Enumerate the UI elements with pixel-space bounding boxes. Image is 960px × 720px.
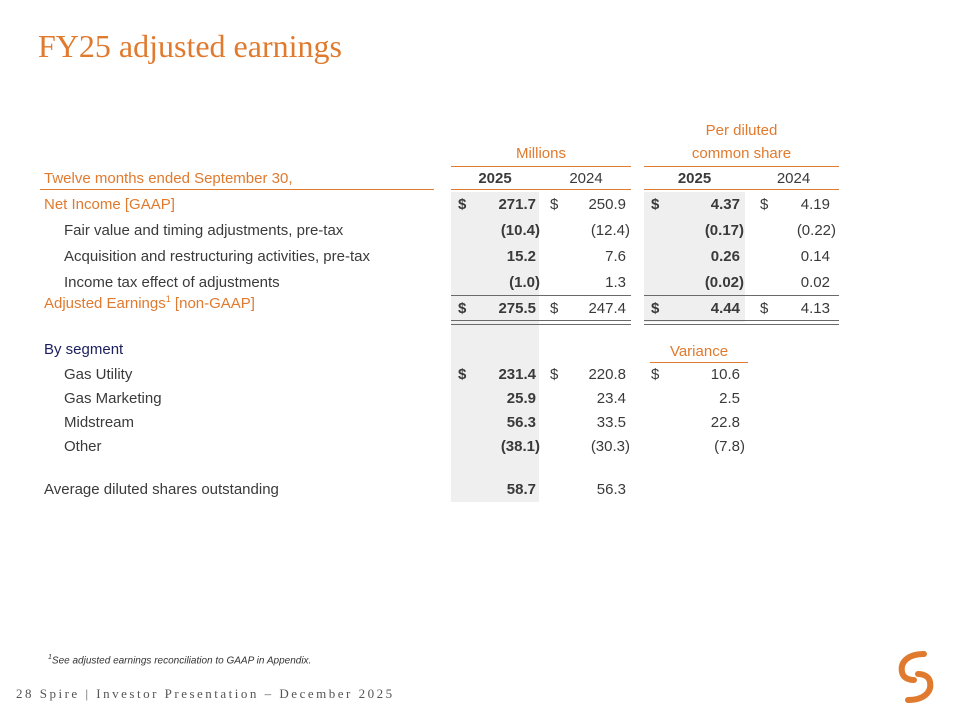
variance-underline	[650, 362, 748, 363]
currency-symbol: $	[651, 366, 660, 383]
currency-symbol: $	[550, 300, 559, 317]
currency-symbol: $	[760, 196, 769, 213]
footnote-text: See adjusted earnings reconciliation to GAAP in Appendix.	[51, 655, 312, 667]
net-income-2024: 250.9	[588, 196, 626, 213]
adjusted-earnings-suffix: [non-GAAP]	[170, 295, 255, 312]
gas-utility-variance: 10.6	[710, 366, 740, 383]
income-tax-per-share-2024: 0.02	[800, 274, 830, 291]
header-underline-per-share	[644, 189, 839, 190]
page-footer	[16, 686, 395, 702]
fair-value-per-share-2024: (0.22)	[796, 222, 836, 239]
gas-marketing-variance: 2.5	[719, 390, 740, 407]
net-income-per-share-2025: 4.37	[710, 196, 740, 213]
acquisition-per-share-2025: 0.26	[710, 248, 740, 265]
currency-symbol: $	[550, 366, 559, 383]
adjusted-earnings-per-share-2025: 4.44	[710, 300, 740, 317]
currency-symbol: $	[458, 196, 467, 213]
currency-symbol: $	[550, 196, 559, 213]
gas-utility-2024: 220.8	[588, 366, 626, 383]
fair-value-per-share-2025: (0.17)	[704, 222, 744, 239]
shares-label: Average diluted shares outstanding	[44, 481, 279, 498]
segment-label-gas-marketing: Gas Marketing	[64, 390, 162, 407]
row-label-income-tax: Income tax effect of adjustments	[64, 274, 280, 291]
acquisition-2025: 15.2	[506, 248, 536, 265]
footnote	[48, 654, 311, 666]
adjusted-earnings-label: Adjusted Earnings	[44, 295, 166, 312]
segment-label-gas-utility: Gas Utility	[64, 366, 133, 383]
currency-symbol: $	[651, 196, 660, 213]
segment-label-other: Other	[64, 438, 102, 455]
per-share-header-line1: Per diluted	[705, 122, 778, 139]
gas-utility-2025: 231.4	[498, 366, 536, 383]
footnote-marker: 1	[165, 294, 171, 304]
header-underline-label	[40, 189, 434, 190]
net-income-2025: 271.7	[498, 196, 536, 213]
row-label-net-income: Net Income [GAAP]	[44, 196, 175, 213]
row-label-adjusted-earnings	[44, 294, 255, 312]
acquisition-2024: 7.6	[605, 248, 626, 265]
adjusted-earnings-2024: 247.4	[588, 300, 626, 317]
total-double-line-per-share	[644, 320, 839, 325]
row-label-acquisition: Acquisition and restructuring activities, pre-tax	[64, 248, 370, 265]
currency-symbol: $	[760, 300, 769, 317]
header-underline-millions	[451, 189, 631, 190]
other-2024: (30.3)	[590, 438, 630, 455]
gas-marketing-2024: 23.4	[596, 390, 626, 407]
midstream-2025: 56.3	[506, 414, 536, 431]
acquisition-per-share-2024: 0.14	[800, 248, 830, 265]
spire-logo-icon	[894, 650, 938, 704]
income-tax-2025: (1.0)	[509, 274, 540, 291]
midstream-2024: 33.5	[596, 414, 626, 431]
row-label-fair-value: Fair value and timing adjustments, pre-tax	[64, 222, 344, 239]
page-number: 28	[16, 686, 34, 701]
fair-value-2025: (10.4)	[500, 222, 540, 239]
col-header-per-share-2025: 2025	[677, 170, 712, 187]
subtotal-line-millions	[451, 295, 631, 296]
millions-header: Millions	[515, 145, 566, 162]
per-share-header-line2: common share	[691, 145, 792, 162]
adjusted-earnings-2025: 275.5	[498, 300, 536, 317]
shares-2024: 56.3	[596, 481, 626, 498]
col-header-2024: 2024	[569, 170, 603, 187]
currency-symbol: $	[651, 300, 660, 317]
other-2025: (38.1)	[500, 438, 540, 455]
page-title: FY25 adjusted earnings	[38, 28, 342, 64]
shares-2025: 58.7	[506, 481, 536, 498]
gas-marketing-2025: 25.9	[506, 390, 536, 407]
subtotal-line-per-share	[644, 295, 839, 296]
col-header-per-share-2024: 2024	[776, 170, 811, 187]
segment-title: By segment	[44, 341, 124, 358]
other-variance: (7.8)	[714, 438, 745, 455]
currency-symbol: $	[458, 300, 467, 317]
income-tax-2024: 1.3	[605, 274, 626, 291]
income-tax-per-share-2025: (0.02)	[704, 274, 744, 291]
currency-symbol: $	[458, 366, 467, 383]
variance-header: Variance	[669, 343, 729, 360]
per-share-underline	[644, 166, 839, 167]
fair-value-2024: (12.4)	[590, 222, 630, 239]
footnote-number: 1	[48, 654, 52, 661]
adjusted-earnings-per-share-2024: 4.13	[800, 300, 830, 317]
millions-underline	[451, 166, 631, 167]
total-double-line-millions	[451, 320, 631, 325]
midstream-variance: 22.8	[710, 414, 740, 431]
col-header-2025: 2025	[478, 170, 512, 187]
segment-label-midstream: Midstream	[64, 414, 135, 431]
period-header: Twelve months ended September 30,	[44, 170, 293, 187]
net-income-per-share-2024: 4.19	[800, 196, 830, 213]
footer-text: Spire | Investor Presentation – December 2025	[39, 686, 395, 701]
